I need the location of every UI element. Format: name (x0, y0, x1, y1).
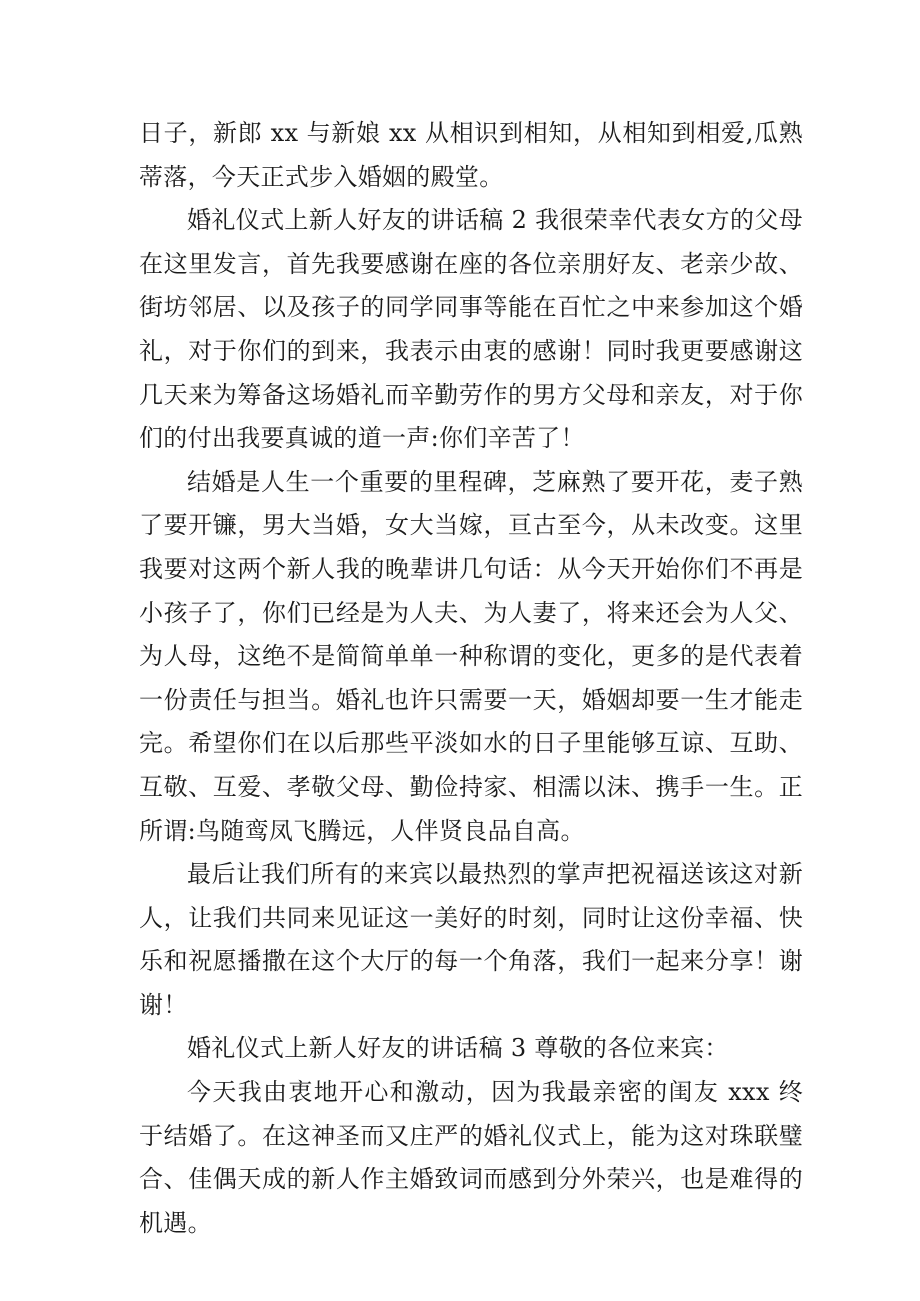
paragraph-2: 婚礼仪式上新人好友的讲话稿 2 我很荣幸代表女方的父母在这里发言，首先我要感谢在座的各位亲朋好友、老亲少故、街坊邻居、以及孩子的同学同事等能在百忙之中来参加这个婚礼，对于你们的到来，我表示由衷的感谢！同时我更要感谢这几天来为筹备这场婚礼而辛勤劳作的男方父母和亲友，对于你们的付出我要真诚的道一声:你们辛苦了！ (139, 206, 803, 453)
paragraph-3: 结婚是人生一个重要的里程碑，芝麻熟了要开花，麦子熟了要开镰，男大当婚，女大当嫁，亘古至今，从未改变。这里我要对这两个新人我的晚辈讲几句话：从今天开始你们不再是小孩子了，你们已经是为人夫、为人妻了，将来还会为人父、为人母，这绝不是简简单单一种称谓的变化，更多的是代表着一份责任与担当。婚礼也许只需要一天，婚姻却要一生才能走完。希望你们在以后那些平淡如水的日子里能够互谅、互助、互敬、互爱、孝敬父母、勤俭持家、相濡以沫、携手一生。正所谓:鸟随鸾凤飞腾远，人伴贤良品自高。 (139, 467, 803, 845)
paragraph-1: 日子，新郎 xx 与新娘 xx 从相识到相知，从相知到相爱,瓜熟蒂落，今天正式步入婚姻的殿堂。 (139, 119, 803, 191)
document-body (139, 112, 803, 1245)
paragraph-5: 婚礼仪式上新人好友的讲话稿 3 尊敬的各位来宾： (187, 1034, 729, 1063)
paragraph-4: 最后让我们所有的来宾以最热烈的掌声把祝福送该这对新人，让我们共同来见证这一美好的时刻，同时让这份幸福、快乐和祝愿播撒在这个大厅的每一个角落，我们一起来分享！谢谢！ (139, 860, 803, 1019)
paragraph-6: 今天我由衷地开心和激动，因为我最亲密的闺友 xxx 终于结婚了。在这神圣而又庄严的婚礼仪式上，能为这对珠联璧合、佳偶天成的新人作主婚致词而感到分外荣兴，也是难得的机遇。 (139, 1078, 803, 1237)
